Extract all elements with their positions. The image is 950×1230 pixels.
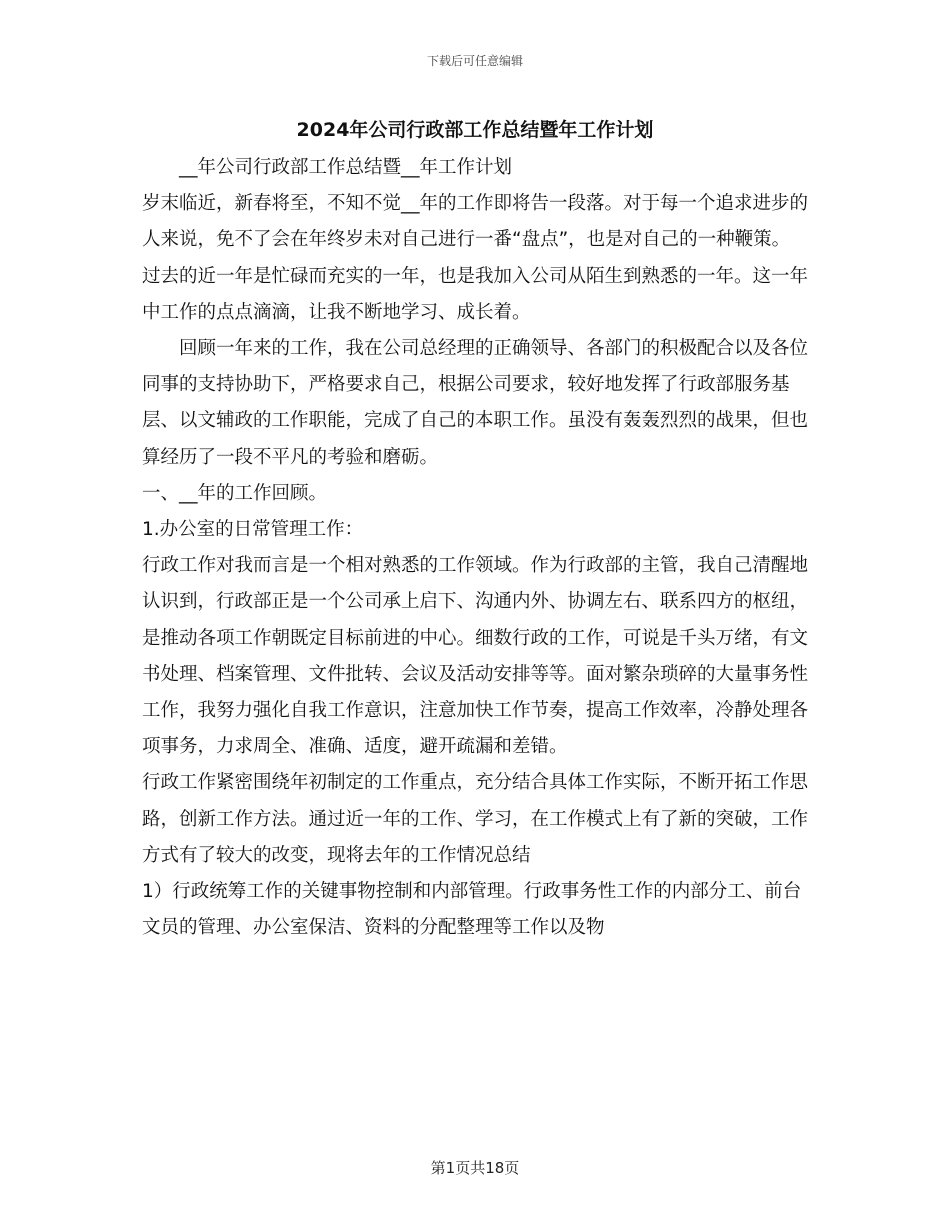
subsection-heading: 1.办公室的日常管理工作： — [142, 519, 364, 541]
body-paragraph: 行政工作紧密围绕年初制定的工作重点，充分结合具体工作实际，不断开拓工作思路，创新工作方法。通过近一年的工作、学习，在工作模式上有了新的突破，工作方式有了较大的改变，现将去年的工作情况总结 — [142, 772, 809, 866]
body-paragraph: 回顾一年来的工作，我在公司总经理的正确领导、各部门的积极配合以及各位同事的支持协助下，严格要求自己，根据公司要求，较好地发挥了行政部服务基层、以文辅政的工作职能，完成了自己的本职工作。虽没有轰轰烈烈的战果，但也算经历了一段不平凡的考验和磨砺。 — [142, 338, 809, 468]
body-paragraph: 1）行政统筹工作的关键事物控制和内部管理。行政事务性工作的内部分工、前台文员的管理、办公室保洁、资料的分配整理等工作以及物 — [142, 881, 802, 939]
body-paragraph: 岁末临近，新春将至，不知不觉__年的工作即将告一段落。对于每一个追求进步的人来说，免不了会在年终岁未对自己进行一番“盘点”，也是对自己的一种鞭策。 — [142, 193, 809, 251]
page-header: 下载后可任意编辑 — [426, 54, 523, 68]
section-heading: 一、__年的工作回顾。 — [142, 482, 328, 504]
subtitle-paragraph: __年公司行政部工作总结暨__年工作计划 — [179, 157, 513, 178]
document-title: 2024年公司行政部工作总结暨年工作计划 — [296, 119, 654, 141]
body-paragraph: 过去的近一年是忙碌而充实的一年，也是我加入公司从陌生到熟悉的一年。这一年中工作的点点滴滴，让我不断地学习、成长着。 — [142, 265, 809, 323]
page-footer: 第1页共18页 — [430, 1159, 520, 1177]
document-body — [142, 150, 810, 946]
body-paragraph: 行政工作对我而言是一个相对熟悉的工作领域。作为行政部的主管，我自己清醒地认识到，行政部正是一个公司承上启下、沟通内外、协调左右、联系四方的枢纽，是推动各项工作朝既定目标前进的中心。细数行政的工作，可说是千头万绪，有文书处理、档案管理、文件批转、会议及活动安排等等。面对繁杂琐碎的大量事务性工作，我努力强化自我工作意识，注意加快工作节奏，提高工作效率，冷静处理各项事务，力求周全、准确、适度，避开疏漏和差错。 — [142, 555, 809, 758]
